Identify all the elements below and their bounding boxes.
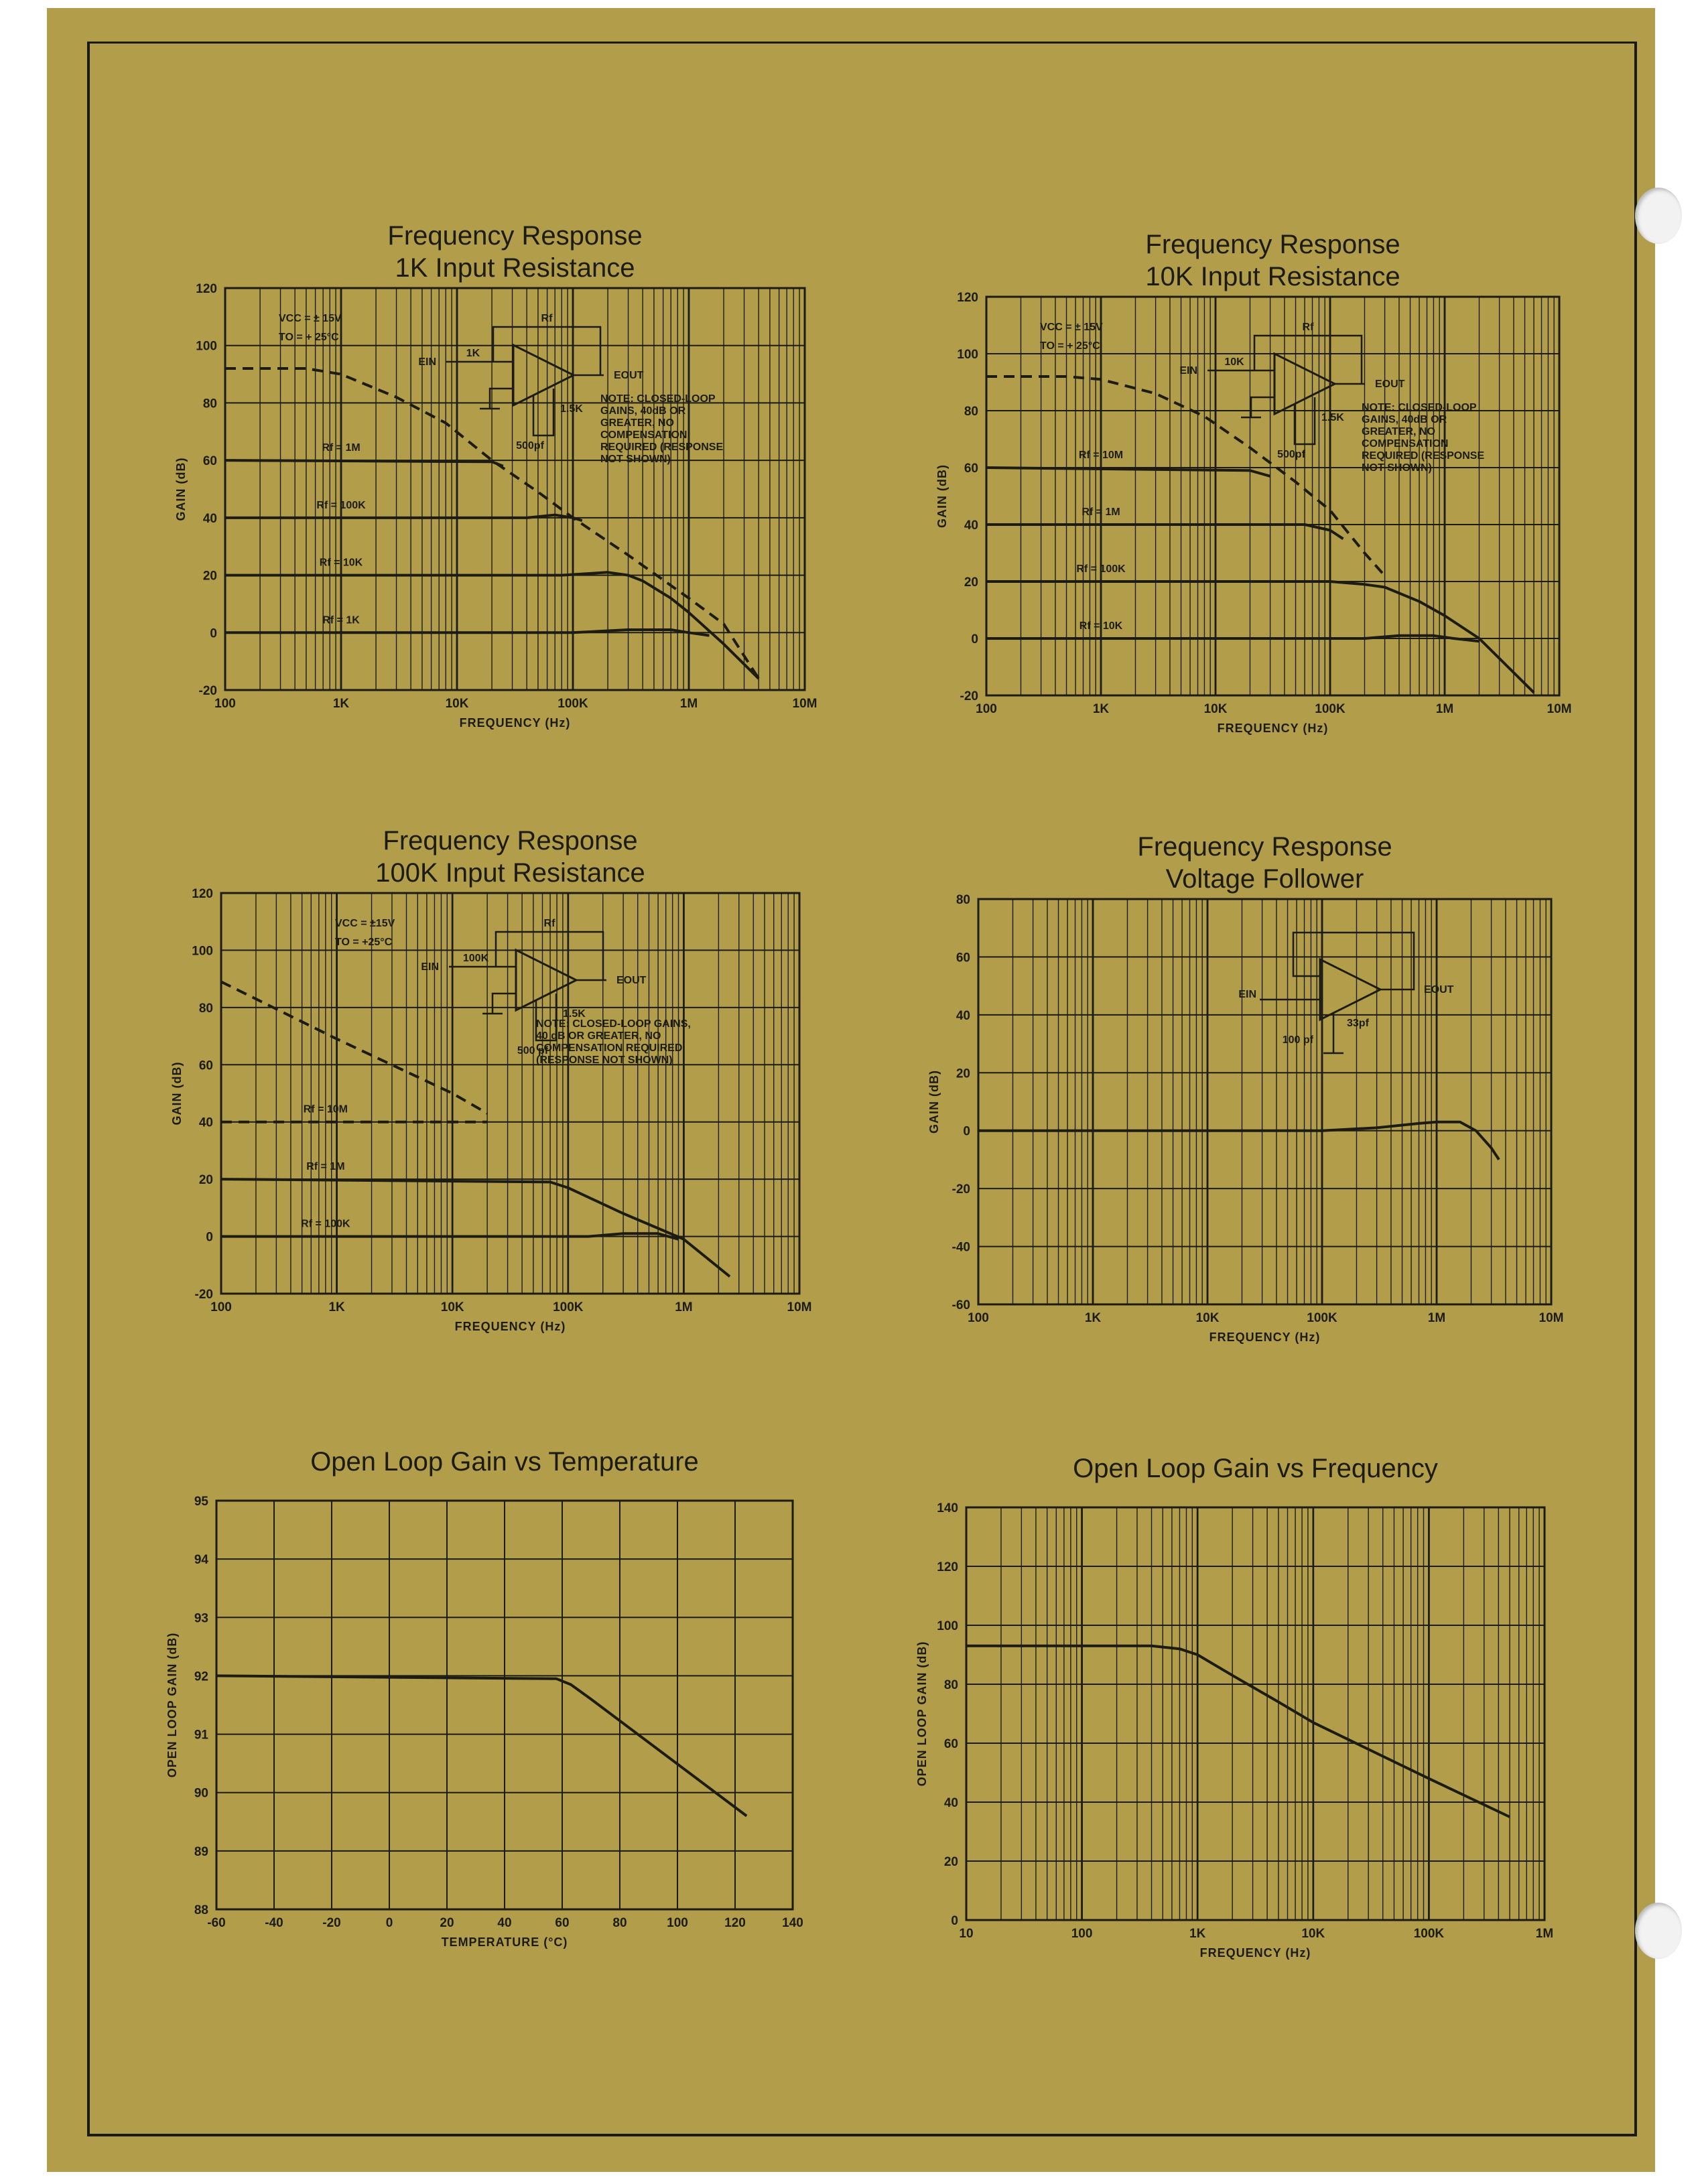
x-axis-label: FREQUENCY (Hz) — [1199, 1946, 1311, 1960]
plot-frame — [978, 899, 1551, 1304]
y-tick-label: 60 — [943, 1737, 958, 1751]
x-tick-label: 1K — [328, 1300, 345, 1314]
series-label: Rf = 100K — [1076, 563, 1126, 575]
note-text: REQUIRED (RESPONSE — [1362, 450, 1485, 462]
chart-title-line: Frequency Response — [383, 826, 638, 856]
circuit-label-eout: EOUT — [614, 370, 644, 381]
circuit-label-rin: 1K — [466, 348, 480, 359]
feedback-wire — [496, 932, 603, 980]
note-text: NOT SHOWN) — [600, 454, 671, 465]
y-tick-label: 140 — [937, 1501, 958, 1515]
y-tick-label: 40 — [202, 511, 217, 526]
condition-text: VCC = ± 15V — [279, 313, 342, 324]
chart-1 — [174, 221, 817, 730]
x-tick-label: -20 — [322, 1916, 341, 1930]
x-tick-label: 40 — [497, 1916, 512, 1930]
chart-title-line: Voltage Follower — [1165, 864, 1364, 894]
chart-title-line: Frequency Response — [1145, 230, 1400, 259]
note-text: COMPENSATION — [1362, 438, 1449, 450]
series-label: Rf = 100K — [316, 499, 366, 511]
x-tick-label: 10K — [445, 697, 469, 711]
y-tick-label: 20 — [964, 575, 978, 590]
condition-text: VCC = ±15V — [335, 918, 395, 929]
chart-title-line: 10K Input Resistance — [1145, 262, 1400, 291]
x-tick-label: 140 — [782, 1916, 803, 1930]
x-tick-label: 100 — [210, 1300, 232, 1314]
x-tick-label: 10M — [1539, 1311, 1564, 1325]
y-tick-label: 120 — [957, 291, 978, 305]
chart-title-line: Frequency Response — [1137, 832, 1392, 862]
y-tick-label: 120 — [937, 1560, 958, 1574]
x-tick-label: -40 — [265, 1916, 283, 1930]
chart-4 — [927, 832, 1563, 1344]
circuit-label-res: 1.5K — [563, 1008, 586, 1020]
x-axis-label: FREQUENCY (Hz) — [459, 716, 571, 730]
chart-title-line: Open Loop Gain vs Frequency — [1073, 1454, 1438, 1483]
y-tick-label: 0 — [206, 1230, 213, 1245]
series-label: Rf = 10M — [303, 1103, 348, 1115]
x-axis-label: FREQUENCY (Hz) — [1217, 722, 1329, 735]
y-tick-label: 0 — [951, 1914, 958, 1928]
circuit-label-cap: 500pf — [516, 440, 544, 452]
x-tick-label: 20 — [440, 1916, 454, 1930]
condition-text: TO = + 25°C — [279, 332, 339, 343]
x-tick-label: 1M — [679, 697, 698, 711]
note-text: REQUIRED (RESPONSE — [600, 441, 724, 453]
circuit-label-ein: EIN — [1179, 365, 1197, 377]
circuit-label-ein: EIN — [418, 356, 436, 368]
x-tick-label: 10M — [1547, 702, 1572, 716]
series-line — [978, 1122, 1499, 1160]
note-text: NOTE: CLOSED-LOOP GAINS, — [536, 1018, 691, 1030]
chart-6 — [915, 1454, 1553, 1960]
y-tick-label: 40 — [956, 1008, 970, 1023]
x-axis-label: FREQUENCY (Hz) — [454, 1320, 566, 1333]
comp-network — [533, 389, 553, 435]
x-tick-label: 10 — [959, 1927, 974, 1941]
y-tick-label: 120 — [196, 282, 217, 296]
x-tick-label: 1M — [1435, 702, 1454, 716]
x-tick-label: 1M — [1535, 1927, 1554, 1941]
condition-text: TO = +25°C — [335, 937, 393, 948]
series-line — [225, 460, 503, 466]
y-tick-label: 88 — [194, 1903, 208, 1917]
series-line — [986, 468, 1270, 476]
y-tick-label: 100 — [937, 1619, 958, 1633]
x-axis-label: FREQUENCY (Hz) — [1209, 1330, 1321, 1344]
circuit-label-cap: 500 pf — [517, 1045, 549, 1056]
y-tick-label: 20 — [943, 1855, 958, 1869]
note-text: COMPENSATION REQUIRED — [536, 1042, 683, 1054]
series-label: Rf = 1M — [1082, 506, 1120, 518]
chart-title-line: 1K Input Resistance — [395, 253, 635, 283]
y-tick-label: 60 — [964, 462, 978, 476]
series-label: Rf = 10K — [1079, 620, 1123, 632]
y-tick-label: 91 — [194, 1728, 208, 1743]
x-tick-label: 100 — [976, 702, 997, 716]
y-tick-label: 40 — [198, 1115, 213, 1130]
x-tick-label: 100K — [558, 697, 588, 711]
chart-2 — [935, 230, 1571, 735]
y-tick-label: 100 — [196, 339, 217, 354]
grid — [966, 1507, 1545, 1920]
circuit-label-cap: 100 pf — [1282, 1034, 1313, 1046]
x-tick-label: 100K — [1307, 1311, 1337, 1325]
note-text: (RESPONSE NOT SHOWN) — [536, 1054, 673, 1066]
x-tick-label: 100 — [968, 1311, 989, 1325]
y-tick-label: 60 — [956, 951, 970, 965]
x-axis-label: TEMPERATURE (°C) — [441, 1935, 568, 1949]
y-tick-label: -60 — [952, 1298, 970, 1312]
op-amp-symbol — [1320, 959, 1380, 1020]
plot-frame — [966, 1507, 1545, 1920]
grid — [216, 1501, 793, 1909]
x-tick-label: 1K — [1189, 1927, 1206, 1941]
x-tick-label: 10M — [792, 697, 817, 711]
note-text: GAINS, 40dB OR — [1362, 414, 1447, 425]
y-tick-label: 80 — [943, 1678, 958, 1692]
x-tick-label: 1M — [1427, 1311, 1446, 1325]
y-tick-label: 20 — [202, 569, 217, 584]
y-tick-label: 0 — [210, 626, 217, 641]
y-tick-label: 40 — [943, 1796, 958, 1810]
note-text: GREATER, NO — [600, 417, 674, 429]
circuit-label-res: 1.5K — [560, 403, 583, 415]
x-tick-label: 100K — [1315, 702, 1346, 716]
note-text: NOTE: CLOSED-LOOP — [1362, 402, 1477, 413]
y-tick-label: 0 — [971, 632, 978, 646]
y-tick-label: 90 — [194, 1786, 208, 1801]
note-text: GREATER, NO — [1362, 426, 1435, 437]
series-line — [986, 525, 1344, 539]
circuit-label-ein: EIN — [1238, 989, 1256, 1000]
y-tick-label: 20 — [956, 1067, 970, 1081]
y-tick-label: 100 — [957, 348, 978, 362]
y-tick-label: 120 — [192, 887, 213, 901]
circuit-label-eout: EOUT — [1424, 984, 1454, 996]
chart-5 — [166, 1447, 803, 1949]
y-tick-label: 94 — [194, 1553, 208, 1568]
circuit-label-rf: Rf — [543, 918, 555, 929]
y-tick-label: 92 — [194, 1669, 208, 1684]
ground-wire — [1251, 397, 1274, 417]
grid — [221, 893, 799, 1294]
circuit-label-res: 33pf — [1347, 1018, 1369, 1029]
y-tick-label: 80 — [956, 893, 970, 907]
ground-wire — [490, 389, 513, 409]
y-tick-label: -20 — [198, 684, 217, 698]
series-label: Rf = 10M — [1078, 450, 1124, 461]
grid — [978, 899, 1551, 1304]
circuit-label-ein: EIN — [421, 961, 439, 973]
y-tick-label: -40 — [952, 1240, 970, 1255]
series-label: Rf = 1M — [306, 1161, 345, 1173]
x-tick-label: -60 — [207, 1916, 226, 1930]
y-tick-label: -20 — [194, 1288, 213, 1302]
chart-title-line: Open Loop Gain vs Temperature — [310, 1447, 699, 1477]
x-tick-label: 60 — [555, 1916, 570, 1930]
x-tick-label: 100 — [214, 697, 236, 711]
x-tick-label: 100 — [1071, 1927, 1093, 1941]
x-tick-label: 100K — [553, 1300, 584, 1314]
y-tick-label: 93 — [194, 1611, 208, 1626]
x-tick-label: 80 — [612, 1916, 627, 1930]
note-text: GAINS, 40dB OR — [600, 405, 686, 417]
series-label: Rf = 100K — [301, 1218, 350, 1230]
circuit-label-rin: 10K — [1224, 356, 1244, 368]
x-tick-label: 1M — [675, 1300, 693, 1314]
y-tick-label: 60 — [202, 454, 217, 469]
series-label: Rf = 1K — [322, 614, 360, 626]
x-tick-label: 100 — [667, 1916, 688, 1930]
y-axis-label: OPEN LOOP GAIN (dB) — [915, 1641, 929, 1787]
x-tick-label: 1K — [1084, 1311, 1102, 1325]
y-tick-label: 80 — [198, 1001, 213, 1016]
y-axis-label: GAIN (dB) — [174, 457, 188, 521]
y-axis-label: GAIN (dB) — [170, 1061, 184, 1125]
circuit-label-eout: EOUT — [616, 975, 647, 986]
x-tick-label: 10K — [440, 1300, 464, 1314]
plot-frame — [225, 288, 805, 690]
y-tick-label: 0 — [963, 1124, 970, 1139]
x-tick-label: 10K — [1195, 1311, 1220, 1325]
chart-3 — [170, 826, 811, 1333]
y-tick-label: 80 — [964, 405, 978, 419]
y-tick-label: -20 — [952, 1182, 970, 1197]
circuit-label-rf: Rf — [541, 313, 553, 324]
x-tick-label: 0 — [385, 1916, 393, 1930]
chart-title-line: 100K Input Resistance — [375, 858, 645, 888]
x-tick-label: 100K — [1413, 1927, 1445, 1941]
circuit-label-res: 1.5K — [1321, 412, 1344, 423]
note-text: COMPENSATION — [600, 429, 688, 441]
ground-wire — [493, 994, 516, 1014]
circuit-label-rf: Rf — [1302, 322, 1314, 333]
x-tick-label: 120 — [724, 1916, 746, 1930]
x-tick-label: 10M — [787, 1300, 812, 1314]
x-tick-label: 10K — [1203, 702, 1228, 716]
circuit-label-eout: EOUT — [1375, 379, 1405, 390]
circuit-label-cap: 500pf — [1277, 449, 1305, 460]
chart-title-line: Frequency Response — [387, 221, 643, 251]
series-line — [216, 1676, 746, 1816]
note-text: NOT SHOWN) — [1362, 462, 1432, 474]
condition-text: VCC = ± 15V — [1040, 322, 1103, 333]
plot-frame — [221, 893, 799, 1294]
note-text: 40 dB OR GREATER, NO — [536, 1030, 661, 1042]
y-tick-label: 80 — [202, 397, 217, 411]
series-label: Rf = 10K — [319, 557, 363, 569]
y-tick-label: 40 — [964, 519, 978, 533]
condition-text: TO = + 25°C — [1040, 340, 1100, 352]
y-tick-label: 20 — [198, 1173, 213, 1188]
y-axis-label: GAIN (dB) — [935, 464, 949, 528]
circuit-label-rin: 100K — [462, 953, 489, 964]
series-label: Rf = 1M — [322, 442, 361, 454]
x-tick-label: 1K — [332, 697, 350, 711]
op-amp-symbol — [513, 345, 574, 405]
series-line — [221, 1179, 730, 1276]
y-tick-label: 95 — [194, 1495, 208, 1509]
grid — [225, 288, 805, 690]
x-tick-label: 10K — [1301, 1927, 1325, 1941]
y-tick-label: -20 — [960, 689, 978, 703]
note-text: NOTE: CLOSED-LOOP — [600, 393, 716, 405]
y-tick-label: 60 — [198, 1059, 213, 1073]
y-axis-label: OPEN LOOP GAIN (dB) — [166, 1632, 179, 1778]
series-line — [225, 515, 582, 521]
y-tick-label: 89 — [194, 1844, 208, 1859]
y-axis-label: GAIN (dB) — [927, 1070, 941, 1134]
y-tick-label: 100 — [192, 944, 213, 959]
x-tick-label: 1K — [1092, 702, 1110, 716]
